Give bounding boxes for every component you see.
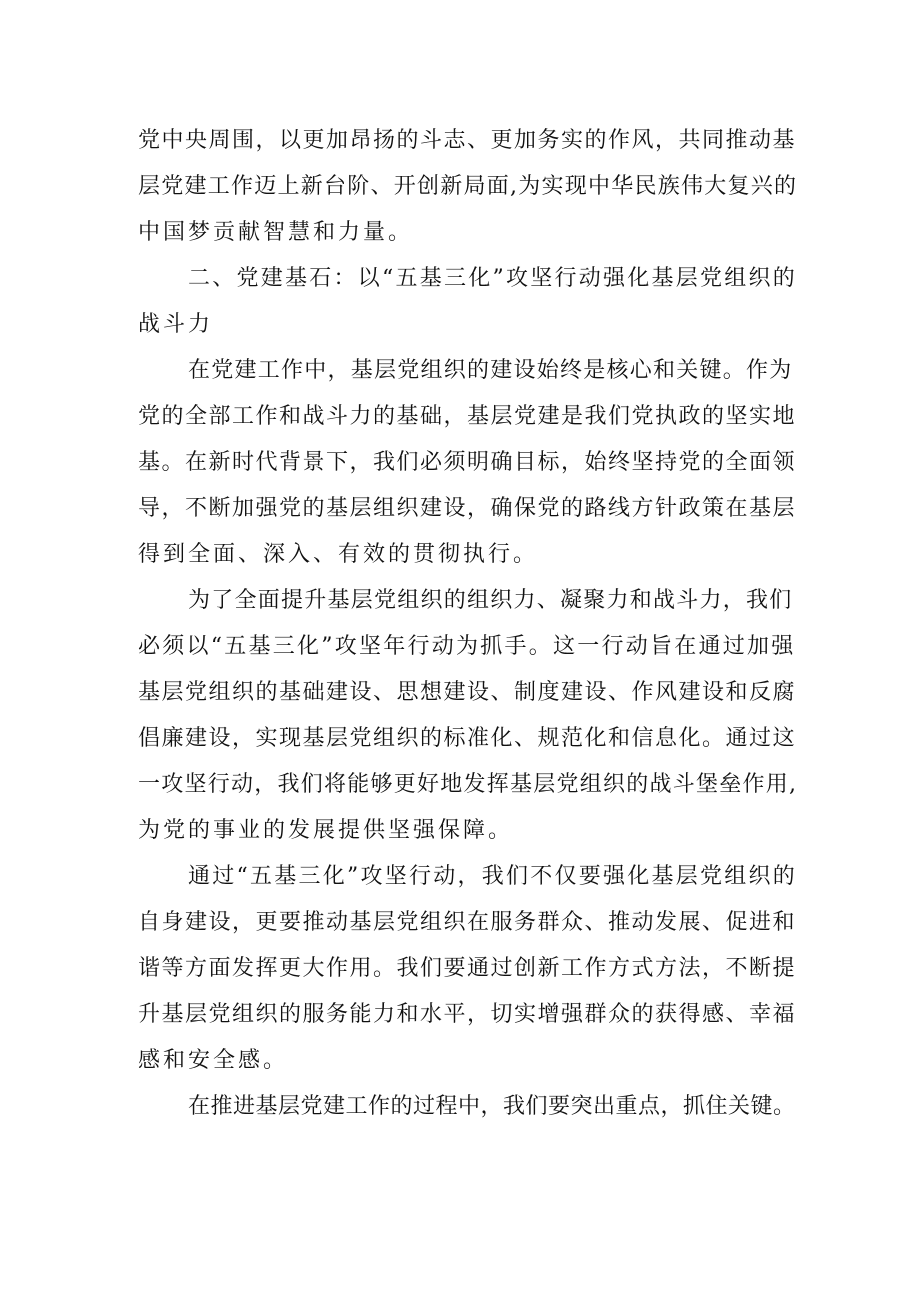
text-line: 导，不断加强党的基层组织建设，确保党的路线方针政策在基层 [138,496,797,521]
text-line: 升基层党组织的服务能力和水平，切实增强群众的获得感、幸福 [138,1002,797,1027]
text-line: 基层党组织的基础建设、思想建设、制度建设、作风建设和反腐 [138,680,797,705]
text-line: 自身建设，更要推动基层党组织在服务群众、推动发展、促进和 [138,910,797,935]
text-line: 层党建工作迈上新台阶、开创新局面,为实现中华民族伟大复兴的 [138,174,798,199]
paragraph [138,348,798,578]
text-line: 为党的事业的发展提供坚强保障。 [138,818,514,843]
text-line: 在推进基层党建工作的过程中，我们要突出重点，抓住关键。 [188,1094,796,1119]
text-line: 通过“五基三化”攻坚行动，我们不仅要强化基层党组织的 [188,864,797,889]
text-line: 中国梦贡献智慧和力量。 [138,220,414,245]
document-body [138,118,798,1130]
text-line: 感和安全感。 [138,1048,289,1073]
text-line: 必须以“五基三化”攻坚年行动为抓手。这一行动旨在通过加强 [138,634,796,659]
text-line: 一攻坚行动，我们将能够更好地发挥基层党组织的战斗堡垒作用, [138,772,798,797]
text-line: 二、党建基石：以“五基三化”攻坚行动强化基层党组织的 [188,266,797,291]
text-line: 在党建工作中，基层党组织的建设始终是核心和关键。作为 [188,358,793,383]
text-line: 得到全面、深入、有效的贯彻执行。 [138,542,539,567]
paragraph [138,118,798,256]
text-line: 倡廉建设，实现基层党组织的标准化、规范化和信息化。通过这 [138,726,797,751]
text-line: 党中央周围，以更加昂扬的斗志、更加务实的作风，共同推动基 [138,128,797,153]
text-line: 党的全部工作和战斗力的基础，基层党建是我们党执政的坚实地 [138,404,797,429]
paragraph [138,256,798,348]
paragraph [138,578,798,854]
paragraph [138,854,798,1084]
text-line: 为了全面提升基层党组织的组织力、凝聚力和战斗力，我们 [188,588,793,613]
text-line: 战斗力 [138,312,214,337]
text-line: 基。在新时代背景下，我们必须明确目标，始终坚持党的全面领 [138,450,797,475]
paragraph [138,1084,798,1130]
text-line: 谐等方面发挥更大作用。我们要通过创新工作方式方法，不断提 [138,956,797,981]
